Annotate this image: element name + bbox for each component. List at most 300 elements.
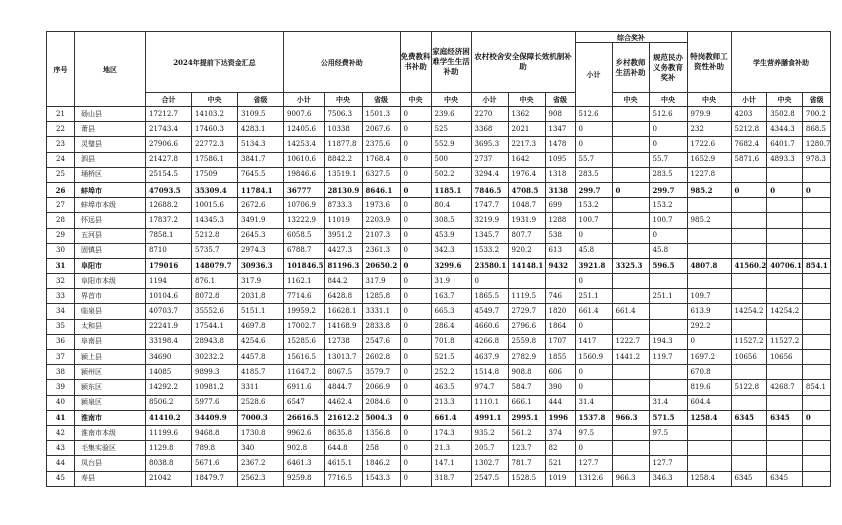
table-cell (767, 319, 803, 334)
table-cell: 2672.6 (238, 198, 284, 213)
table-cell: 15616.5 (284, 350, 325, 365)
table-cell (731, 319, 767, 334)
table-cell: 318.7 (431, 471, 471, 486)
table-cell (731, 441, 767, 456)
table-cell: 8506.2 (146, 395, 192, 410)
table-cell (802, 243, 831, 258)
table-cell: 604.4 (687, 395, 731, 410)
table-row (47, 319, 831, 334)
table-cell (612, 319, 649, 334)
table-cell: 9899.3 (192, 365, 238, 380)
table-cell: 661.4 (575, 304, 612, 319)
table-cell: 3109.5 (238, 107, 284, 122)
table-cell (767, 395, 803, 410)
table-cell: 613.9 (687, 304, 731, 319)
table-cell: 342.3 (431, 243, 471, 258)
table-cell: 17544.1 (192, 319, 238, 334)
table-cell: 2782.9 (508, 350, 545, 365)
table-cell: 40703.7 (146, 304, 192, 319)
table-cell: 35309.4 (192, 182, 238, 197)
table-cell: 11019 (324, 213, 362, 228)
table-cell: 7000.3 (238, 410, 284, 425)
table-cell: 2833.8 (362, 319, 400, 334)
table-cell: 0 (575, 441, 612, 456)
table-cell: 31.4 (575, 395, 612, 410)
table-cell: 55.7 (575, 152, 612, 167)
table-cell (802, 167, 831, 182)
table-cell: 0 (400, 107, 431, 122)
table-cell: 17509 (192, 167, 238, 182)
table-cell: 153.2 (575, 198, 612, 213)
region-name: 固镇县 (75, 243, 146, 258)
table-cell (612, 122, 649, 137)
table-cell: 2645.3 (238, 228, 284, 243)
table-cell: 1258.4 (687, 471, 731, 486)
table-cell (649, 441, 687, 456)
table-cell: 2066.9 (362, 380, 400, 395)
table-cell: 2031.8 (238, 289, 284, 304)
table-cell: 444 (545, 395, 575, 410)
table-cell: 5151.1 (238, 304, 284, 319)
table-cell: 500 (431, 152, 471, 167)
table-cell: 14254.2 (767, 304, 803, 319)
table-cell: 47093.5 (146, 182, 192, 197)
table-cell: 1730.8 (238, 425, 284, 440)
table-cell: 34409.9 (192, 410, 238, 425)
table-cell: 0 (400, 274, 431, 289)
table-cell: 3368 (471, 122, 508, 137)
table-cell: 746 (545, 289, 575, 304)
table-cell: 1110.1 (471, 395, 508, 410)
table-cell: 0 (400, 350, 431, 365)
table-cell: 6547 (284, 395, 325, 410)
header-award-group: 综合奖补 (575, 32, 687, 43)
table-cell: 14103.2 (192, 107, 238, 122)
table-cell: 644.8 (324, 441, 362, 456)
table-cell: 10656 (731, 350, 767, 365)
table-cell: 6345 (731, 471, 767, 486)
table-cell (612, 228, 649, 243)
table-cell (687, 228, 731, 243)
table-cell: 1855 (545, 350, 575, 365)
table-cell: 4991.1 (471, 410, 508, 425)
table-cell: 10706.9 (284, 198, 325, 213)
table-cell: 2203.9 (362, 213, 400, 228)
table-cell: 6345 (767, 410, 803, 425)
row-number: 26 (47, 182, 75, 197)
table-cell: 781.7 (508, 456, 545, 471)
table-cell (802, 365, 831, 380)
table-cell (731, 456, 767, 471)
table-cell (731, 289, 767, 304)
table-cell: 2737 (471, 152, 508, 167)
table-cell: 14085 (146, 365, 192, 380)
table-cell: 41560.2 (731, 258, 767, 273)
table-cell: 258 (362, 441, 400, 456)
table-cell: 0 (400, 319, 431, 334)
table-cell: 34690 (146, 350, 192, 365)
table-cell (802, 471, 831, 486)
table-cell: 512.6 (575, 107, 612, 122)
table-row (47, 167, 831, 182)
region-name: 蚌埠市本级 (75, 198, 146, 213)
table-cell: 20650.2 (362, 258, 400, 273)
table-cell: 2270 (471, 107, 508, 122)
table-cell (802, 350, 831, 365)
subheader-province: 省级 (802, 93, 831, 107)
table-cell: 8072.8 (192, 289, 238, 304)
table-cell (802, 289, 831, 304)
table-row (47, 198, 831, 213)
table-cell: 3311 (238, 380, 284, 395)
table-cell: 6345 (731, 410, 767, 425)
table-cell: 5004.3 (362, 410, 400, 425)
table-cell (731, 198, 767, 213)
table-cell: 4266.8 (471, 334, 508, 349)
table-cell: 10981.2 (192, 380, 238, 395)
table-cell: 1747.7 (471, 198, 508, 213)
region-name: 颍东区 (75, 380, 146, 395)
table-cell: 3331.1 (362, 304, 400, 319)
subheader-central: 中央 (400, 93, 431, 107)
table-cell: 1095 (545, 152, 575, 167)
table-cell: 606 (545, 365, 575, 380)
table-cell: 19959.2 (284, 304, 325, 319)
table-cell: 15285.6 (284, 334, 325, 349)
table-cell: 1931.9 (508, 213, 545, 228)
table-row (47, 471, 831, 486)
table-cell: 4268.7 (767, 380, 803, 395)
region-name: 颍州区 (75, 365, 146, 380)
header-region: 地区 (75, 32, 146, 107)
table-cell: 8733.3 (324, 198, 362, 213)
table-cell: 4807.8 (687, 258, 731, 273)
table-cell: 10104.6 (146, 289, 192, 304)
table-cell: 4844.7 (324, 380, 362, 395)
region-name: 埇桥区 (75, 167, 146, 182)
table-cell: 36777 (284, 182, 325, 197)
table-cell: 665.3 (431, 304, 471, 319)
table-cell: 571.5 (649, 410, 687, 425)
table-cell (731, 167, 767, 182)
table-cell (508, 274, 545, 289)
table-cell: 1864 (545, 319, 575, 334)
row-number: 36 (47, 334, 75, 349)
table-cell: 33198.4 (146, 334, 192, 349)
table-cell: 17586.1 (192, 152, 238, 167)
table-cell: 390 (545, 380, 575, 395)
table-cell: 4660.6 (471, 319, 508, 334)
table-cell: 2217.3 (508, 137, 545, 152)
subheader-subtotal: 小计 (731, 93, 767, 107)
table-cell: 8067.5 (324, 365, 362, 380)
table-cell: 2528.6 (238, 395, 284, 410)
row-number: 35 (47, 319, 75, 334)
table-cell (649, 380, 687, 395)
table-cell: 3921.8 (575, 258, 612, 273)
table-cell: 1996 (545, 410, 575, 425)
row-number: 42 (47, 425, 75, 440)
table-cell: 453.9 (431, 228, 471, 243)
table-cell (767, 456, 803, 471)
table-cell: 1347 (545, 122, 575, 137)
table-cell: 22241.9 (146, 319, 192, 334)
table-cell: 0 (575, 228, 612, 243)
table-cell: 0 (400, 258, 431, 273)
table-cell: 6461.3 (284, 456, 325, 471)
table-cell (802, 334, 831, 349)
table-cell: 9468.8 (192, 425, 238, 440)
table-cell: 292.2 (687, 319, 731, 334)
table-cell: 2974.3 (238, 243, 284, 258)
table-cell: 14148.1 (508, 258, 545, 273)
table-cell: 525 (431, 122, 471, 137)
table-cell: 9007.6 (284, 107, 325, 122)
table-cell: 3325.3 (612, 258, 649, 273)
table-cell: 7645.5 (238, 167, 284, 182)
table-cell: 4457.8 (238, 350, 284, 365)
table-cell (802, 425, 831, 440)
table-cell: 82 (545, 441, 575, 456)
table-cell: 1697.2 (687, 350, 731, 365)
region-name: 怀远县 (75, 213, 146, 228)
table-cell: 1019 (545, 471, 575, 486)
table-cell: 205.7 (471, 441, 508, 456)
table-cell (612, 137, 649, 152)
table-cell (612, 395, 649, 410)
table-cell: 1185.1 (431, 182, 471, 197)
table-row (47, 441, 831, 456)
table-cell: 7506.3 (324, 107, 362, 122)
table-cell: 5735.7 (192, 243, 238, 258)
subheader-central: 中央 (324, 93, 362, 107)
table-cell: 844.2 (324, 274, 362, 289)
table-cell: 21427.8 (146, 152, 192, 167)
table-cell: 3299.6 (431, 258, 471, 273)
table-cell (649, 304, 687, 319)
table-cell: 21.3 (431, 441, 471, 456)
table-cell: 0 (575, 122, 612, 137)
table-cell: 2995.1 (508, 410, 545, 425)
table-cell: 1533.2 (471, 243, 508, 258)
table-cell: 17460.3 (192, 122, 238, 137)
table-cell: 14253.4 (284, 137, 325, 152)
table-cell: 0 (400, 137, 431, 152)
subheader-central: 中央 (612, 93, 649, 107)
table-cell: 4615.1 (324, 456, 362, 471)
table-cell: 251.1 (575, 289, 612, 304)
table-cell: 512.6 (649, 107, 687, 122)
table-cell: 2361.3 (362, 243, 400, 258)
table-cell: 101846.5 (284, 258, 325, 273)
row-number: 43 (47, 441, 75, 456)
subheader-central: 中央 (192, 93, 238, 107)
table-cell: 127.7 (649, 456, 687, 471)
table-cell: 174.3 (431, 425, 471, 440)
table-cell (767, 365, 803, 380)
table-cell: 1537.8 (575, 410, 612, 425)
table-cell: 2559.8 (508, 334, 545, 349)
subheader-subtotal: 小计 (284, 93, 325, 107)
region-name: 泗县 (75, 152, 146, 167)
table-cell: 0 (575, 274, 612, 289)
table-cell: 0 (767, 182, 803, 197)
table-cell (767, 213, 803, 228)
header-special-teacher: 特岗教师工资性补助 (687, 32, 731, 93)
table-cell: 701.8 (431, 334, 471, 349)
header-textbook: 免费教科书补助 (400, 32, 431, 93)
table-cell: 5671.6 (192, 456, 238, 471)
table-cell: 3219.9 (471, 213, 508, 228)
subheader-central: 中央 (767, 93, 803, 107)
table-cell: 0 (400, 304, 431, 319)
table-row (47, 213, 831, 228)
table-cell: 966.3 (612, 410, 649, 425)
table-cell: 974.7 (471, 380, 508, 395)
table-cell: 97.5 (649, 425, 687, 440)
table-cell: 789.8 (192, 441, 238, 456)
table-cell: 80.4 (431, 198, 471, 213)
table-cell: 3841.7 (238, 152, 284, 167)
table-cell: 31.9 (431, 274, 471, 289)
table-cell (767, 243, 803, 258)
table-cell: 966.3 (612, 471, 649, 486)
table-cell: 10610.6 (284, 152, 325, 167)
table-cell (802, 228, 831, 243)
table-cell: 8635.8 (324, 425, 362, 440)
table-cell: 4344.3 (767, 122, 803, 137)
table-cell: 9432 (545, 258, 575, 273)
table-cell: 1345.7 (471, 228, 508, 243)
table-cell: 1312.6 (575, 471, 612, 486)
table-cell: 17837.2 (146, 213, 192, 228)
table-cell: 127.7 (575, 456, 612, 471)
table-cell (687, 243, 731, 258)
table-cell (802, 395, 831, 410)
table-cell: 16628.1 (324, 304, 362, 319)
row-number: 31 (47, 258, 75, 273)
table-cell: 521 (545, 456, 575, 471)
table-cell: 9962.6 (284, 425, 325, 440)
table-cell: 868.5 (802, 122, 831, 137)
table-cell: 1227.8 (687, 167, 731, 182)
table-cell: 0 (400, 228, 431, 243)
table-row (47, 258, 831, 273)
table-cell: 2367.2 (238, 456, 284, 471)
table-cell (612, 380, 649, 395)
subheader-subtotal: 小计 (471, 93, 508, 107)
table-cell: 561.2 (508, 425, 545, 440)
table-cell: 2067.6 (362, 122, 400, 137)
table-cell: 1543.3 (362, 471, 400, 486)
table-cell: 8842.2 (324, 152, 362, 167)
region-name: 寿县 (75, 471, 146, 486)
region-name: 萧县 (75, 122, 146, 137)
table-cell: 1846.2 (362, 456, 400, 471)
table-cell: 670.8 (687, 365, 731, 380)
table-cell: 179016 (146, 258, 192, 273)
table-cell: 3579.7 (362, 365, 400, 380)
table-cell: 2729.7 (508, 304, 545, 319)
table-cell: 0 (731, 182, 767, 197)
region-name: 阜阳市 (75, 258, 146, 273)
row-number: 24 (47, 152, 75, 167)
table-cell: 26616.5 (284, 410, 325, 425)
funding-table (46, 31, 831, 487)
table-cell: 8710 (146, 243, 192, 258)
table-cell: 153.2 (649, 198, 687, 213)
table-cell: 1820 (545, 304, 575, 319)
region-name: 五河县 (75, 228, 146, 243)
row-number: 40 (47, 395, 75, 410)
table-cell: 596.5 (649, 258, 687, 273)
row-number: 44 (47, 456, 75, 471)
table-cell: 1129.8 (146, 441, 192, 456)
table-cell: 1865.5 (471, 289, 508, 304)
table-cell: 1722.6 (687, 137, 731, 152)
table-cell: 3695.3 (471, 137, 508, 152)
table-cell: 6788.7 (284, 243, 325, 258)
table-cell (612, 213, 649, 228)
table-cell (767, 441, 803, 456)
region-name: 阜阳市本级 (75, 274, 146, 289)
header-award-subtotal: 小计 (575, 43, 612, 107)
table-cell (802, 441, 831, 456)
table-cell: 699 (545, 198, 575, 213)
table-cell: 0 (612, 182, 649, 197)
table-cell (612, 198, 649, 213)
subheader-province: 省级 (545, 93, 575, 107)
table-cell (802, 213, 831, 228)
table-cell (612, 107, 649, 122)
table-cell: 17002.7 (284, 319, 325, 334)
table-cell: 8038.8 (146, 456, 192, 471)
table-cell: 902.8 (284, 441, 325, 456)
region-name: 太和县 (75, 319, 146, 334)
table-cell: 0 (575, 137, 612, 152)
table-cell: 661.4 (612, 304, 649, 319)
table-cell: 13222.9 (284, 213, 325, 228)
row-number: 22 (47, 122, 75, 137)
table-cell: 7682.4 (731, 137, 767, 152)
row-number: 45 (47, 471, 75, 486)
table-cell (802, 319, 831, 334)
table-cell: 11527.2 (767, 334, 803, 349)
table-cell: 194.3 (649, 334, 687, 349)
row-number: 29 (47, 228, 75, 243)
table-row (47, 334, 831, 349)
table-cell: 700.2 (802, 107, 831, 122)
table-cell: 2375.6 (362, 137, 400, 152)
table-cell: 1642 (508, 152, 545, 167)
table-cell: 6911.6 (284, 380, 325, 395)
table-cell: 1514.8 (471, 365, 508, 380)
table-cell: 4254.6 (238, 334, 284, 349)
table-cell: 35552.6 (192, 304, 238, 319)
table-cell: 521.5 (431, 350, 471, 365)
table-cell: 1302.7 (471, 456, 508, 471)
table-cell: 0 (400, 152, 431, 167)
table-cell (731, 274, 767, 289)
table-cell: 14292.2 (146, 380, 192, 395)
table-cell: 11647.2 (284, 365, 325, 380)
region-name: 颍上县 (75, 350, 146, 365)
table-body (47, 107, 831, 487)
table-cell: 1707 (545, 334, 575, 349)
subheader-province: 省级 (362, 93, 400, 107)
table-cell (802, 274, 831, 289)
row-number: 41 (47, 410, 75, 425)
